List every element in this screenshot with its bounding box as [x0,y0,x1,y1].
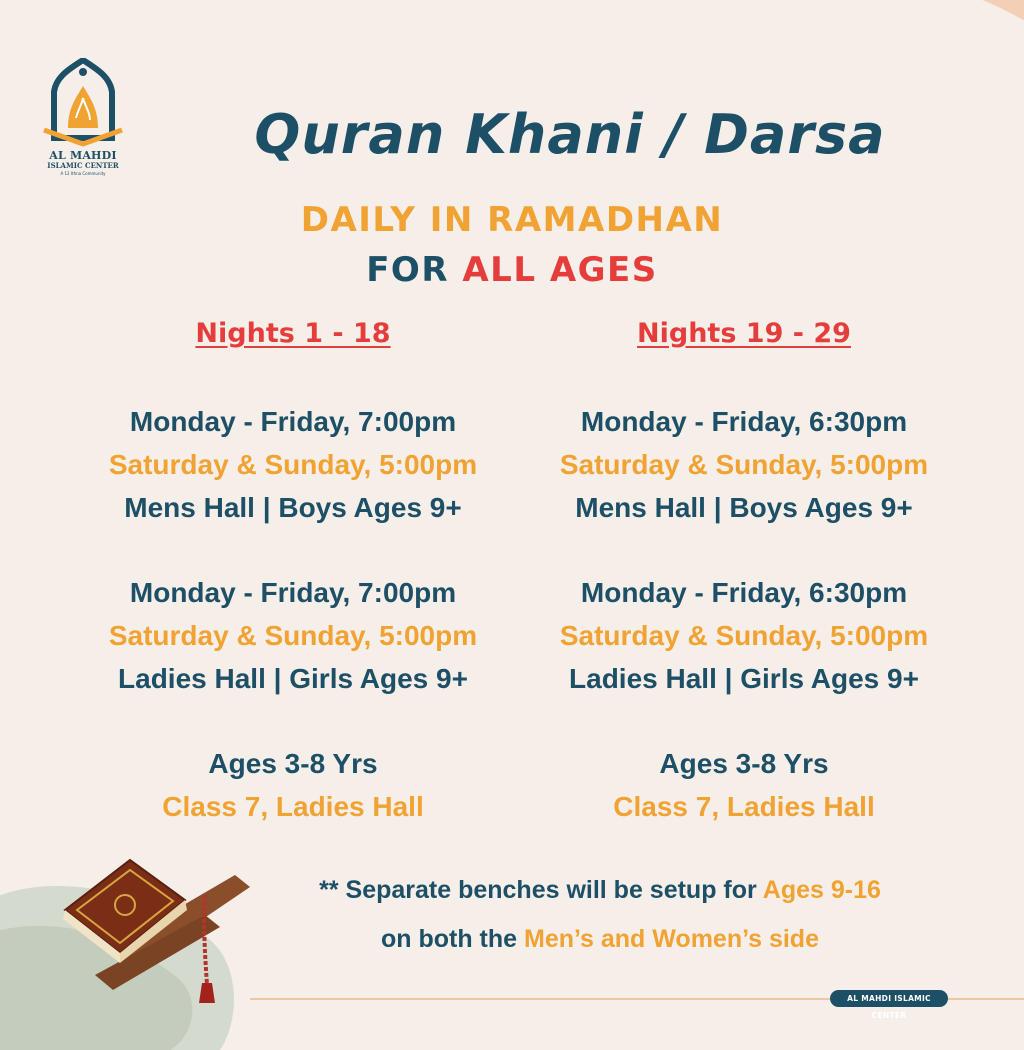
location: Ladies Hall | Girls Ages 9+ [569,663,919,694]
footer-badge: AL MAHDI ISLAMIC CENTER [830,990,948,1007]
logo-tagline: A 12 Ithna Community [60,171,106,176]
logo-subtitle: ISLAMIC CENTER [47,161,119,170]
note-text: on both the [380,925,525,953]
weekday-time: Monday - Friday, 6:30pm [580,406,908,437]
weekend-time: Saturday & Sunday, 5:00pm [559,449,929,480]
kids-ages: Ages 3-8 Yrs [659,748,829,779]
note-line-1 [230,876,970,905]
weekend-time: Saturday & Sunday, 5:00pm [108,449,478,480]
subtitle-prefix: FOR [366,250,463,290]
weekday-time: Monday - Friday, 7:00pm [129,406,457,437]
nights-heading: Nights 1 - 18 [195,318,391,349]
kids-room: Class 7, Ladies Hall [162,791,424,822]
subtitle-daily: DAILY IN RAMADHAN [300,200,724,240]
weekend-time: Saturday & Sunday, 5:00pm [108,620,478,651]
location: Ladies Hall | Girls Ages 9+ [118,663,468,694]
note-text: ** Separate benches will be setup for [319,876,763,904]
note-highlight: Men’s and Women’s side [524,925,819,953]
location: Mens Hall | Boys Ages 9+ [124,492,462,523]
nights-heading: Nights 19 - 29 [637,318,851,349]
weekday-time: Monday - Friday, 7:00pm [129,577,457,608]
note-highlight: Ages 9-16 [762,876,881,904]
subtitle-highlight: ALL AGES [462,250,658,290]
location: Mens Hall | Boys Ages 9+ [575,492,913,523]
kids-ages: Ages 3-8 Yrs [208,748,378,779]
page-title: Quran Khani / Darsa [254,103,886,166]
logo-name: AL MAHDI [49,149,117,162]
schedule-column-right [509,0,979,1024]
weekday-time: Monday - Friday, 6:30pm [580,577,908,608]
note-line-2 [230,925,970,954]
weekend-time: Saturday & Sunday, 5:00pm [559,620,929,651]
kids-room: Class 7, Ladies Hall [613,791,875,822]
